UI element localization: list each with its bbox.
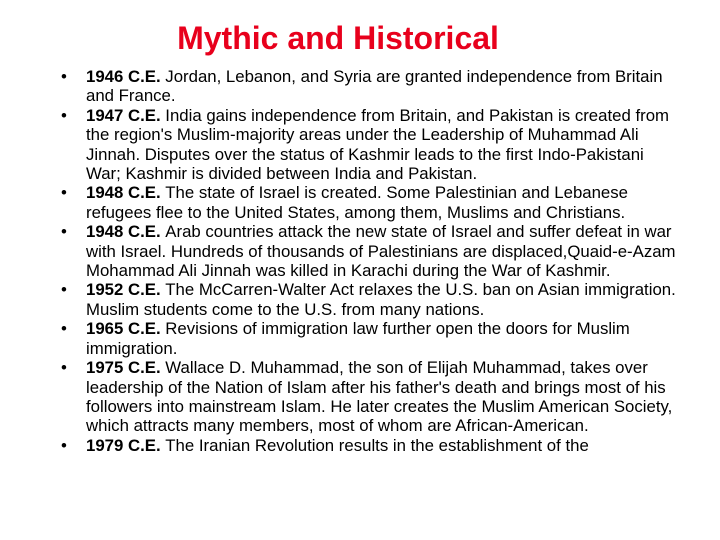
slide-title: Mythic and Historical (177, 20, 499, 56)
item-year: 1965 C.E. (86, 319, 166, 339)
bullet-icon: • (61, 222, 67, 242)
timeline-item (0, 67, 720, 106)
item-text: India gains independence from Britain, and Pakistan is created from the region's Muslim-majority areas under the Leadership of Muhammad Ali Jinnah. Disputes over the status of Kashmir leads to the first Indo-Pakistani War; Kashmir is divided between India and Pakistan. (86, 105, 670, 184)
timeline-item (0, 183, 720, 222)
item-text: Revisions of immigration law further open the doors for Muslim immigration. (86, 319, 630, 358)
timeline-list (0, 67, 720, 455)
item-text: The state of Israel is created. Some Palestinian and Lebanese refugees flee to the United States, among them, Muslims and Christians. (86, 183, 628, 222)
bullet-icon: • (61, 183, 67, 203)
timeline-item (0, 319, 720, 358)
bullet-icon: • (61, 280, 67, 300)
timeline-item (0, 106, 720, 184)
bullet-icon: • (61, 358, 67, 378)
timeline-item (0, 436, 720, 455)
timeline-item (0, 358, 720, 436)
item-text: The Iranian Revolution results in the establishment of the (165, 435, 589, 455)
item-text: Jordan, Lebanon, and Syria are granted independence from Britain and France. (86, 67, 663, 106)
item-year: 1975 C.E. (86, 358, 166, 378)
item-year: 1946 C.E. (86, 67, 166, 86)
item-text: Arab countries attack the new state of Israel and suffer defeat in war with Israel. Hundreds of thousands of Palestinians are displaced,Quaid-e-Azam Mohammad Ali Jinnah was killed in Karachi during the War of Kashmir. (86, 222, 676, 281)
item-year: 1947 C.E. (86, 105, 166, 125)
bullet-icon: • (61, 435, 67, 455)
timeline-item (0, 280, 720, 319)
item-year: 1952 C.E. (86, 280, 166, 300)
item-text: The McCarren-Walter Act relaxes the U.S. ban on Asian immigration. Muslim students come to the U.S. from many nations. (86, 280, 676, 319)
bullet-icon: • (61, 67, 67, 86)
item-text: Wallace D. Muhammad, the son of Elijah Muhammad, takes over leadership of the Nation of Islam after his father's death and brings most of his followers into mainstream Islam. He later creates the Muslim American Society, which attracts many members, most of whom are African-American. (86, 358, 673, 436)
item-year: 1948 C.E. (86, 222, 166, 242)
item-year: 1948 C.E. (86, 183, 166, 203)
bullet-icon: • (61, 319, 67, 339)
bullet-icon: • (61, 105, 67, 125)
timeline-item (0, 222, 720, 280)
item-year: 1979 C.E. (86, 435, 166, 455)
